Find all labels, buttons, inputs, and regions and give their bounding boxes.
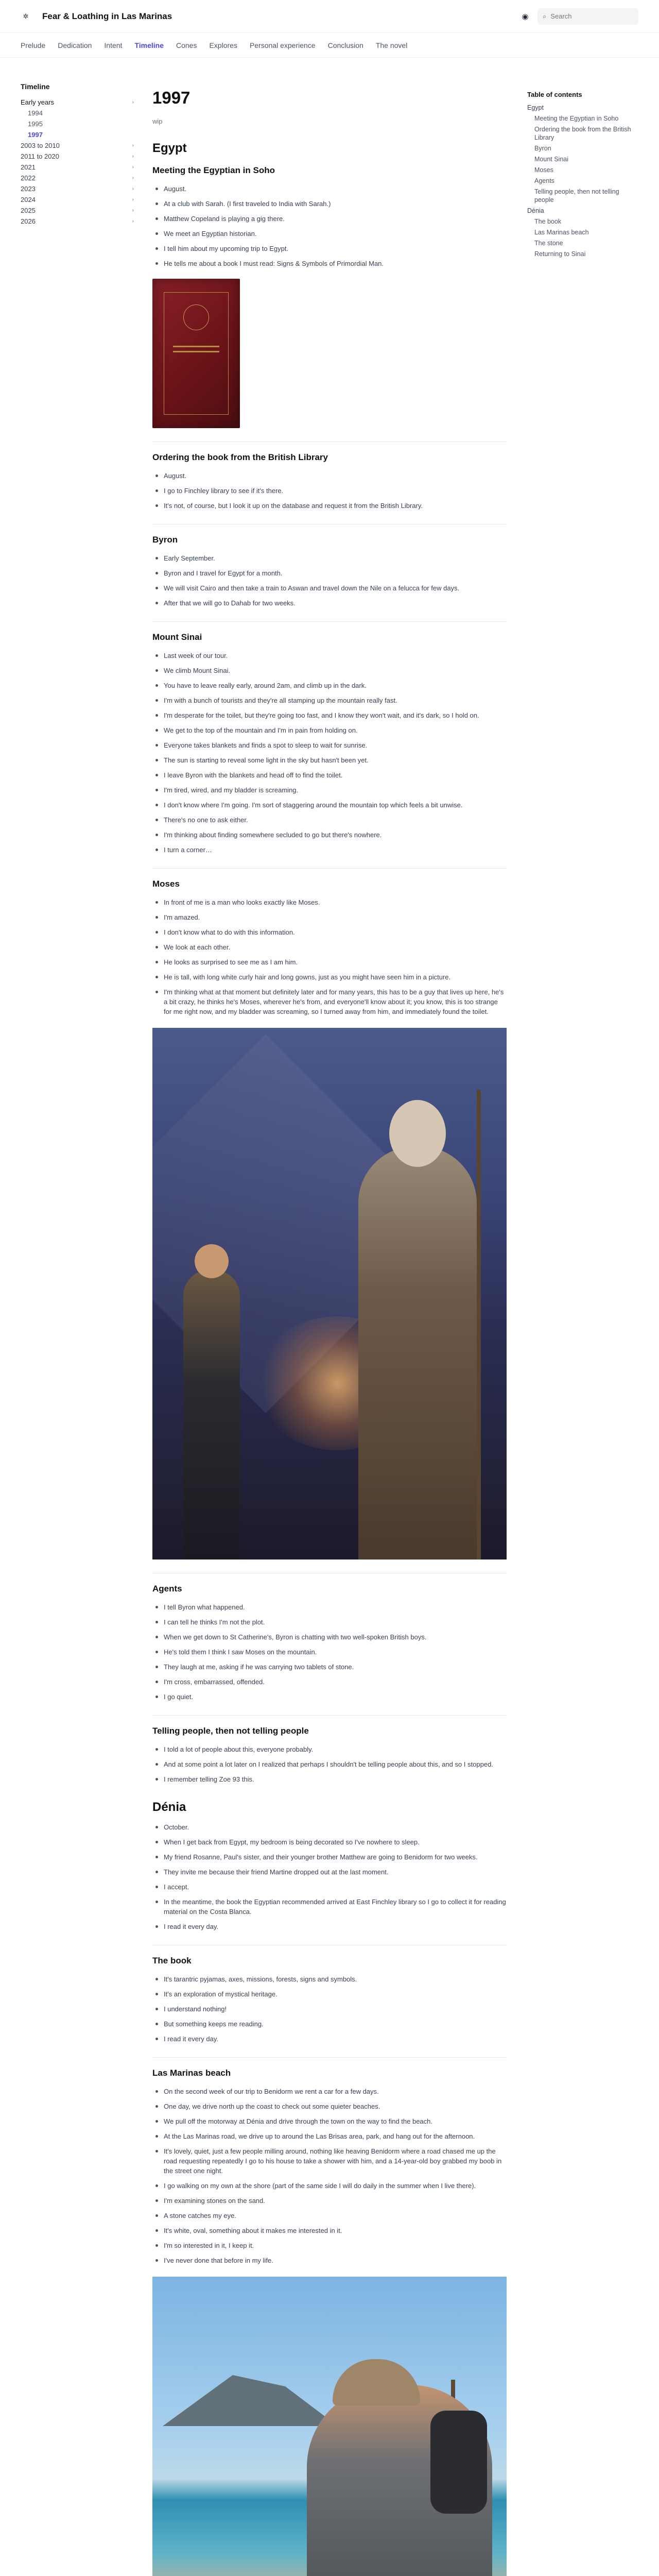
toc-link[interactable]: Dénia [527, 207, 544, 214]
bullet-list [152, 651, 507, 855]
page-layout [0, 58, 659, 2576]
main-content [152, 87, 507, 2576]
nav-intent[interactable]: Intent [104, 41, 123, 49]
list-item: We pull off the motorway at Dénia and drive through the town on the way to find the beach. [152, 2116, 507, 2126]
toc-link[interactable]: Egypt [527, 104, 544, 111]
list-item: I'm desperate for the toilet, but they're going too fast, and I know they won't wait, and it's dark, so I hold on. [152, 710, 507, 720]
bullet-list [152, 1602, 507, 1702]
chevron-right-icon[interactable]: › [132, 197, 134, 202]
sidebar-item-label: 2025 [21, 207, 36, 214]
sidebar-title: Timeline [21, 82, 50, 91]
list-item: It's an exploration of mystical heritage. [152, 1989, 507, 1999]
list-item: In front of me is a man who looks exactly like Moses. [152, 897, 507, 907]
sidebar [21, 82, 134, 227]
list-item: Matthew Copeland is playing a gig there. [152, 214, 507, 224]
sidebar-item-label: 2003 to 2010 [21, 142, 60, 149]
toc-list [527, 104, 638, 258]
list-item: I can tell he thinks I'm not the plot. [152, 1617, 507, 1627]
list-item: Last week of our tour. [152, 651, 507, 660]
list-item: At the Las Marinas road, we drive up to around the Las Brisas area, park, and hang out for the afternoon. [152, 2131, 507, 2141]
chevron-right-icon[interactable]: › [132, 218, 134, 224]
sidebar-item-label: 2021 [21, 163, 36, 171]
list-item: It's lovely, quiet, just a few people milling around, nothing like heaving Benidorm where a road chased me up the road requesting repeatedly I go to his house to take a shower with him, and a 14-year-old boy grabbed my boob in the street one night. [152, 2146, 507, 2176]
toc-link[interactable]: Las Marinas beach [534, 229, 589, 236]
moses-illustration [152, 1028, 507, 1560]
bullet-list [152, 553, 507, 608]
subsection-title: Meeting the Egyptian in Soho [152, 165, 275, 175]
list-item: The sun is starting to reveal some light in the sky but hasn't been yet. [152, 755, 507, 765]
list-item: We climb Mount Sinai. [152, 666, 507, 675]
sidebar-item-2022[interactable] [21, 173, 134, 183]
page-title: 1997 [152, 88, 190, 107]
main-nav [0, 33, 659, 58]
list-item: I'm with a bunch of tourists and they're all stamping up the mountain really fast. [152, 696, 507, 705]
list-item: After that we will go to Dahab for two weeks. [152, 598, 507, 608]
list-item: I'm thinking what at that moment but definitely later and for many years, this has to be a guy that lives up here, he's a bit crazy, he thinks he's Moses, wherever he's from, and everyone'll know about it; you know, this is too strange for me right now, and my bladder was screaming, so I turned away from him, and immediately found the toilet. [152, 987, 507, 1016]
list-item: We will visit Cairo and then take a train to Aswan and travel down the Nile on a felucca for few days. [152, 583, 507, 593]
sidebar-item-label: 2023 [21, 185, 36, 193]
list-item: And at some point a lot later on I realized that perhaps I shouldn't be telling people about this, and so I stopped. [152, 1759, 507, 1769]
nav-timeline[interactable]: Timeline [134, 41, 164, 49]
list-item: I understand nothing! [152, 2004, 507, 2014]
moses-head [389, 1100, 446, 1167]
subsection-title: Las Marinas beach [152, 2057, 507, 2079]
chevron-down-icon[interactable]: › [132, 99, 134, 105]
list-item: I'm so interested in it, I keep it. [152, 2241, 507, 2250]
top-bar [0, 0, 659, 33]
nav-explores[interactable]: Explores [209, 41, 237, 49]
chevron-right-icon[interactable]: › [132, 208, 134, 213]
toc-link[interactable]: Telling people, then not telling people [534, 188, 619, 204]
backpack-shape [430, 2411, 487, 2514]
sidebar-item-label: 2011 to 2020 [21, 152, 59, 160]
chevron-right-icon[interactable]: › [132, 143, 134, 148]
toc-link[interactable]: Mount Sinai [534, 156, 569, 163]
sidebar-item-label: 2022 [21, 174, 36, 182]
list-item: A stone catches my eye. [152, 2211, 507, 2221]
list-item: There's no one to ask either. [152, 815, 507, 825]
toc-link[interactable]: Ordering the book from the British Library [534, 126, 631, 141]
toc-link[interactable]: The stone [534, 240, 563, 247]
sidebar-item-2025[interactable] [21, 205, 134, 216]
sidebar-group-early-years[interactable] [21, 97, 134, 108]
sidebar-item-label: 2026 [21, 217, 36, 225]
toc-link[interactable]: Moses [534, 166, 553, 174]
bullet-list [152, 1744, 507, 1784]
search-icon: ⌕ [543, 12, 547, 20]
cover-rule [173, 346, 219, 347]
list-item: October. [152, 1822, 507, 1832]
list-item: I'm cross, embarrassed, offended. [152, 1677, 507, 1687]
list-item: But something keeps me reading. [152, 2019, 507, 2029]
list-item: I'm amazed. [152, 912, 507, 922]
list-item: It's not, of course, but I look it up on the database and request it from the British Library. [152, 501, 507, 511]
subsection-title: The book [152, 1945, 507, 1967]
toc-link[interactable]: The book [534, 218, 562, 225]
nav-personal-experience[interactable]: Personal experience [249, 41, 316, 49]
list-item: I tell him about my upcoming trip to Egypt. [152, 244, 507, 253]
list-item: Early September. [152, 553, 507, 563]
bullet-list [152, 184, 507, 268]
list-item: On the second week of our trip to Benidorm we rent a car for a few days. [152, 2087, 507, 2096]
bullet-list [152, 2087, 507, 2265]
cover-emblem [183, 304, 209, 330]
chevron-right-icon[interactable]: › [132, 154, 134, 159]
toc-link[interactable]: Returning to Sinai [534, 250, 586, 258]
list-item: When I get back from Egypt, my bedroom is being decorated so I've nowhere to sleep. [152, 1837, 507, 1847]
sidebar-item-2023[interactable] [21, 183, 134, 194]
cover-rule [173, 351, 219, 352]
list-item: I've never done that before in my life. [152, 2256, 507, 2265]
list-item: I told a lot of people about this, everyone probably. [152, 1744, 507, 1754]
young-figure [183, 1270, 240, 1560]
list-item: We meet an Egyptian historian. [152, 229, 507, 239]
sidebar-item-2026[interactable] [21, 216, 134, 227]
site-title[interactable]: Fear & Loathing in Las Marinas [42, 11, 172, 21]
list-item: August. [152, 184, 507, 194]
list-item: He tells me about a book I must read: Signs & Symbols of Primordial Man. [152, 259, 507, 268]
list-item: They invite me because their friend Martine dropped out at the last moment. [152, 1867, 507, 1877]
toc-link[interactable]: Byron [534, 145, 551, 152]
list-item: He's told them I think I saw Moses on the mountain. [152, 1647, 507, 1657]
subsection-title: Moses [152, 868, 507, 890]
sidebar-sub-1995[interactable]: 1995 [28, 120, 43, 128]
beach-illustration [152, 2277, 507, 2576]
sidebar-item-label: 2024 [21, 196, 36, 204]
toc-title: Table of contents [527, 91, 582, 98]
sidebar-item-2011-2020[interactable] [21, 151, 134, 162]
nav-prelude[interactable]: Prelude [21, 41, 46, 49]
bullet-list [152, 1974, 507, 2044]
nav-the-novel[interactable]: The novel [375, 41, 408, 49]
list-item: I leave Byron with the blankets and head off to find the toilet. [152, 770, 507, 780]
subsection-title: Agents [152, 1573, 507, 1595]
sidebar-item-2024[interactable] [21, 194, 134, 205]
list-item: I'm tired, wired, and my bladder is screaming. [152, 785, 507, 795]
section-denia: Dénia [152, 1800, 186, 1814]
list-item: I read it every day. [152, 2034, 507, 2044]
list-item: I accept. [152, 1882, 507, 1892]
book-cover-image [152, 279, 240, 428]
cap-shape [333, 2359, 420, 2405]
list-item: We get to the top of the mountain and I'm in pain from holding on. [152, 725, 507, 735]
list-item: I'm examining stones on the sand. [152, 2196, 507, 2206]
list-item: Byron and I travel for Egypt for a month. [152, 568, 507, 578]
young-figure-head [195, 1244, 229, 1278]
list-item: I read it every day. [152, 1922, 507, 1931]
list-item: I don't know where I'm going. I'm sort of staggering around the mountain top which feels a bit unwise. [152, 800, 507, 810]
section-egypt: Egypt [152, 141, 187, 155]
bullet-list [152, 1822, 507, 1931]
sidebar-item-2021[interactable] [21, 162, 134, 173]
subsection-title: Ordering the book from the British Library [152, 442, 507, 464]
search-box[interactable] [537, 8, 638, 25]
list-item: I remember telling Zoe 93 this. [152, 1774, 507, 1784]
list-item: He looks as surprised to see me as I am him. [152, 957, 507, 967]
nav-cones[interactable]: Cones [176, 41, 197, 49]
list-item: You have to leave really early, around 2am, and climb up in the dark. [152, 681, 507, 690]
chevron-right-icon[interactable]: › [132, 186, 134, 192]
subsection-title: Mount Sinai [152, 621, 507, 643]
moses-figure [358, 1146, 477, 1560]
sidebar-sub-1994[interactable]: 1994 [28, 109, 43, 117]
staff [477, 1090, 481, 1560]
bullet-list [152, 471, 507, 511]
list-item: It's tarantric pyjamas, axes, missions, forests, signs and symbols. [152, 1974, 507, 1984]
list-item: He is tall, with long white curly hair and long gowns, just as you might have seen him in a picture. [152, 972, 507, 982]
chevron-right-icon[interactable]: › [132, 175, 134, 181]
subsection-title: Telling people, then not telling people [152, 1715, 507, 1737]
list-item: I turn a corner… [152, 845, 507, 855]
list-item: I tell Byron what happened. [152, 1602, 507, 1612]
chevron-right-icon[interactable]: › [132, 164, 134, 170]
list-item: In the meantime, the book the Egyptian recommended arrived at East Finchley library so I go to collect it for reading material on the Costa Blanca. [152, 1897, 507, 1917]
list-item: Everyone takes blankets and finds a spot to sleep to wait for sunrise. [152, 740, 507, 750]
list-item: I don't know what to do with this information. [152, 927, 507, 937]
list-item: It's white, oval, something about it makes me interested in it. [152, 2226, 507, 2235]
search-input[interactable] [550, 12, 628, 20]
sidebar-item-2003-2010[interactable] [21, 140, 134, 151]
table-of-contents [527, 91, 638, 261]
list-item: I go quiet. [152, 1692, 507, 1702]
nav-conclusion[interactable]: Conclusion [327, 41, 363, 49]
sidebar-sub-1997[interactable]: 1997 [28, 131, 43, 139]
list-item: I go walking on my own at the shore (part of the same side I will do daily in the summer when I live there). [152, 2181, 507, 2191]
bullet-list [152, 897, 507, 1016]
theme-toggle-icon[interactable]: ◉ [522, 12, 529, 21]
list-item: We look at each other. [152, 942, 507, 952]
list-item: They laugh at me, asking if he was carrying two tablets of stone. [152, 1662, 507, 1672]
list-item: When we get down to St Catherine's, Byron is chatting with two well-spoken British boys. [152, 1632, 507, 1642]
subsection-title: Byron [152, 524, 507, 546]
list-item: My friend Rosanne, Paul's sister, and their younger brother Matthew are going to Benidorm for two weeks. [152, 1852, 507, 1862]
toc-link[interactable]: Meeting the Egyptian in Soho [534, 115, 619, 122]
list-item: At a club with Sarah. (I first traveled to India with Sarah.) [152, 199, 507, 209]
status-tag: wip [152, 117, 163, 125]
mountain-shape [163, 2369, 338, 2426]
list-item: One day, we drive north up the coast to check out some quieter beaches. [152, 2102, 507, 2111]
toc-link[interactable]: Agents [534, 177, 554, 184]
list-item: I go to Finchley library to see if it's there. [152, 486, 507, 496]
list-item: August. [152, 471, 507, 481]
sidebar-item-label: Early years [21, 98, 55, 106]
logo-icon[interactable]: ✲ [23, 12, 29, 20]
nav-dedication[interactable]: Dedication [58, 41, 92, 49]
list-item: I'm thinking about finding somewhere secluded to go but there's nowhere. [152, 830, 507, 840]
